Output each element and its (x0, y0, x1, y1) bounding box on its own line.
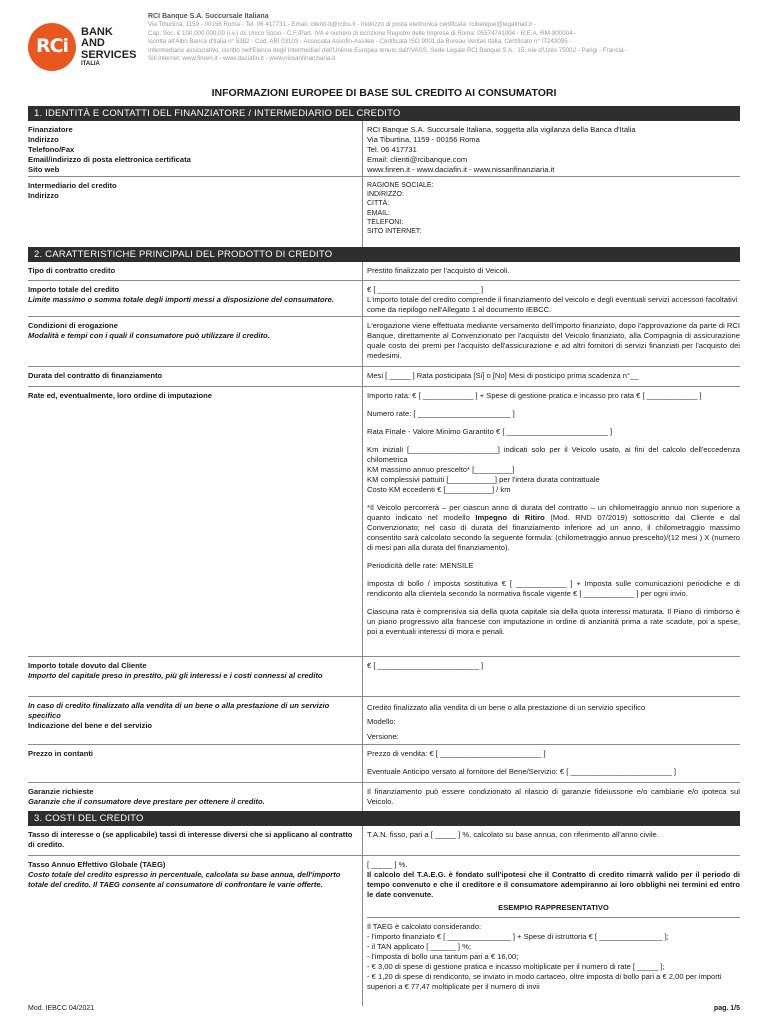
section-heading-features: 2. CARATTERISTICHE PRINCIPALI DEL PRODOTTO DI CREDITO (28, 247, 740, 262)
company-info-line: Via Tiburtina, 1159 - 00156 Roma - Tel. 06 417731 - Email: clienti-it@rcibs.it - Indirizzo di posta elettronica certificata: rcibanque@legalmail.it - (148, 21, 536, 29)
page-number: pag. 1/5 (713, 1005, 740, 1012)
page-footer (28, 1004, 740, 1013)
intermediario-labels: Intermediario del credito Indirizzo (28, 180, 117, 200)
row-importo-totale: Importo totale del credito Limite massimo o somma totale degli importi messi a disposizione del consumatore. € [ ________________________ ] L'importo totale del credito comprende il finanziamento del veicolo e degli eventuali servizi accessori facoltativi come da riepilogo nell'Allegato 1 al documento IEBCC. (28, 281, 740, 317)
form-code: Mod. IEBCC 04/2021 (28, 1005, 95, 1012)
document-title: INFORMAZIONI EUROPEE DI BASE SUL CREDITO AI CONSUMATORI (211, 87, 557, 99)
esempio-rappresentativo-title: ESEMPIO RAPPRESENTATIVO (367, 903, 740, 918)
company-name: RCI Banque S.A. Succursale Italiana (148, 13, 269, 20)
logo-wordmark: BANK AND SERVICES ITALIA (81, 25, 137, 68)
section-heading-costs: 3. COSTI DEL CREDITO (28, 811, 740, 826)
row-tipo-contratto: Tipo di contratto credito Prestito finalizzato per l'acquisto di Veicoli. (28, 262, 740, 281)
intermediario-values: RAGIONE SOCIALE: INDIRIZZO: CITTÀ: EMAIL: TELEFONI: SITO INTERNET: (362, 177, 740, 247)
company-info (148, 10, 740, 84)
company-info-line: Siti internet: www.finren.it - www.daciafin.it - www.nissanfinanziaria.it (148, 54, 336, 62)
esempio-body: Il TAEG è calcolato considerando: - l'importo finanziato € [ _______________ ] + Spese di istruttoria € [ _______________ ]; - il TAN applicato [ ______ ] %; - l'imposta di bollo una tantum pari a € 16,00; - € 3,00 di spese di gestione pratica e incasso moltiplicate per il numero di rate [ _____ ]; - € 1,20 di spese di rendiconto, se inviato in modo cartaceo, oltre imposta di bollo pari a € 2,00 per importi superiori a € 77,47 moltiplicate per il numero di invii (367, 921, 722, 992)
row-condizioni-erogazione: Condizioni di erogazione Modalità e tempi con i quali il consumatore può utilizzare il credito. L'erogazione viene effettuata mediante versamento dell'importo finanziato, dopo l'approvazione da parte di RCI Banque, direttamente al Convenzionato per l'acquisto del Veicolo finanziato, alla Compagnia di assicurazione quale costo dei premi per l'acquisto dell'assicurazione e ad altri fornitori di servizi finanziati per l'acquisto dei medesimi. (28, 317, 740, 367)
letterhead (28, 10, 740, 84)
row-finanziatore (28, 121, 740, 177)
row-durata: Durata del contratto di finanziamento Mesi [ _____ ] Rata posticipata [Si] o [No] Mesi di posticipo prima scadenza n°__ (28, 367, 740, 387)
row-prezzo-contanti: Prezzo in contanti Prezzo di vendita: € [ ________________________ ] Eventuale Anticipo versato al fornitore del Bene/Servizio: € [ ________________________ ] (28, 745, 740, 783)
row-taeg: Tasso Annuo Effettivo Globale (TAEG) Costo totale del credito espresso in percentuale, calcolata su base annua, dell'importo totale del credito. Il TAEG consente al consumatore di confrontare le varie offerte. [ _____ ] %. Il calcolo del T.A.E.G. è fondato sull'ipotesi che il Contratto di credito rimarrà valido per il periodo di tempo convenuto e che il creditore e il consumatore adempiranno ai loro obblighi nei termini ed entro le date convenute. ESEMPIO RAPPRESENTATIVO Il TAEG è calcolato considerando: - l'importo finanziato € [ _______________ ] + Spese di istruttoria € [ _______________ ]; - il TAN applicato [ ______ ] %; - l'imposta di bollo una tantum pari a € 16,00; - € 3,00 di spese di gestione pratica e incasso moltiplicate per il numero di rate [ _____ ]; - € 1,20 di spese di rendiconto, se inviato in modo cartaceo, oltre imposta di bollo pari a € 2,00 per importi superiori a € 77,47 moltiplicate per il numero di invii (28, 856, 740, 1006)
logo-mark: RCi (28, 23, 76, 71)
row-rate: Rate ed, eventualmente, loro ordine di imputazione Importo rata: € [ ____________ ] + Spese di gestione pratica e incasso pro rata € [ ____________ ] Numero rate: [ ______________________ ] Rata Finale - Valore Minimo Garantito € [ ________________________ ] Km iniziali [_____________________] indicati solo per il Veicolo usato, ai fini del calcolo dell'eccedenza chilometrica KM massimo annuo prescelto* [_________] KM complessivi pattuiti [___________] per l'intera durata contrattuale Costo KM eccedenti € [___________] / km *Il Veicolo percorrerà – per ciascun anno di durata del contratto – un chilometraggio annuo non superiore a quanto indicato nel modello Impegno di Ritiro (Mod. RND 07/2019) sottoscritto dal Cliente e dal Convenzionato; nel caso di durata del finanziamento inferiore ad un anno, il chilometraggio massimo consentito sarà calcolato secondo la seguente formula: (chilometraggio annuo prescelto)/(12 mesi ) X (numero di mesi pari alla durata del finanziamento). Periodicità delle rate: MENSILE Imposta di bollo / imposta sostitutiva € [ ____________ ] + Imposta sulle comunicazioni periodiche e di rendiconto alla clientela secondo la normativa fiscale vigente € [ ____________ ] per ogni invio. Ciascuna rata è comprensiva sia della quota capitale sia della quota interessi maturata. Il Piano di rimborso è un piano progressivo alla francese con imputazione in ordine di anzianità prima a rate scadute, poi a spese, poi a eventuali interessi di mora e penali. (28, 387, 740, 657)
row-intermediario (28, 177, 740, 247)
finanziatore-labels: Finanziatore Indirizzo Telefono/Fax Email/indirizzo di posta elettronica certificata Sito web (28, 124, 191, 174)
company-info-line: Cap. Soc. € 100.000.000,00 (i.v.) ds Unico Socio - C.F./Part. IVA e numero di iscrizione Registro delle Imprese di Roma: 05574741004 - R.E.A. RM-900004 - (148, 29, 577, 37)
row-tasso-interesse: Tasso di interesse o (se applicabile) tassi di interesse diversi che si applicano al contratto di credito. T.A.N. fisso, pari a [ _____ ] %, calcolato su base annua, con riferimento all'anno civile. (28, 826, 740, 856)
company-info-line: Iscritta all'Albo Banca d'Italia n° 5382 - Cod. ABI 03103 - Associata Assofin-Assilea - Certificata ISO 9001 da Bureau Veritas Italia, Certificato n° IT243095 - (148, 38, 572, 46)
row-bene-servizio: In caso di credito finalizzato alla vendita di un bene o alla prestazione di un servizio specifico Indicazione del bene e del servizio Credito finalizzato alla vendita di un bene o alla prestazione di un servizio specifico Modello: Versione: (28, 697, 740, 745)
row-garanzie: Garanzie richieste Garanzie che il consumatore deve prestare per ottenere il credito. Il finanziamento può essere condizionato al rilascio di garanzie fideiussorie e/o cambiarie e/o ipoteca sul Veicolo. (28, 783, 740, 811)
rci-logo (28, 10, 148, 84)
document-page (28, 10, 740, 1006)
finanziatore-values: RCI Banque S.A. Succursale Italiana, soggetta alla vigilanza della Banca d'Italia Via Tiburtina, 1159 - 00156 Roma Tel. 06 417731 Email: clienti@rcibanque.com www.finren.it - www.daciafin.it - www.nissanfinanziaria.it (362, 121, 740, 176)
row-importo-dovuto: Importo totale dovuto dal Cliente Importo del capitale preso in prestito, più gli interessi e i costi connessi al credito € [ ________________________ ] (28, 657, 740, 697)
section-heading-identity: 1. IDENTITÀ E CONTATTI DEL FINANZIATORE / INTERMEDIARIO DEL CREDITO (28, 106, 740, 121)
company-info-line: Intermediario assicurativo, iscritto nell'Elenco degli Intermediari dell'Unione Europea tenuto dall'IVASS. Sede Legale RCI Banque S.A.: 15, rue d'Uzès 75002 - Parigi - Francia - (148, 46, 628, 54)
